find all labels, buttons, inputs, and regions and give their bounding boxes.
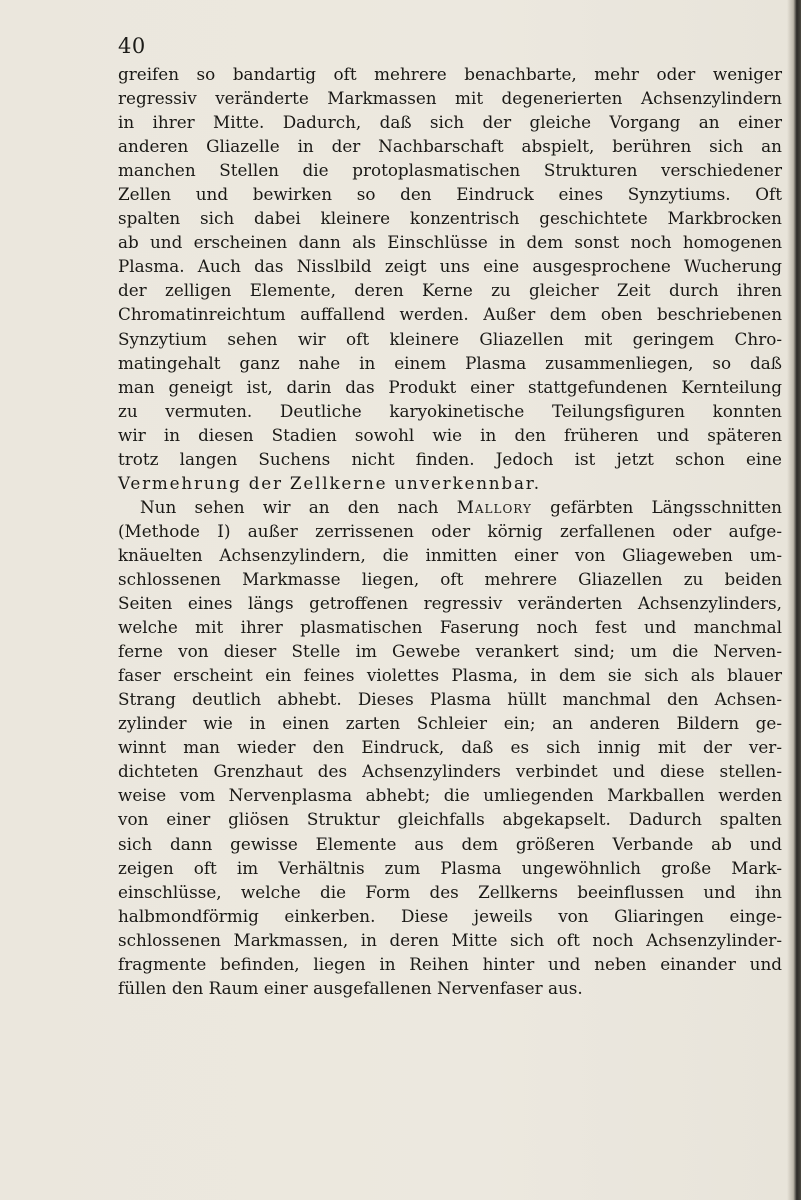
text-line: trotz langen Suchens nicht finden. Jedoch ist jetzt schon eine — [118, 448, 782, 469]
text-line: regressiv veränderte Markmassen mit degenerierten Achsenzylindern — [118, 88, 782, 109]
page-number: 40 — [118, 34, 146, 58]
text-line: welche mit ihrer plasmatischen Faserung noch fest und manchmal — [118, 617, 782, 638]
text-line: sich dann gewisse Elemente aus dem größeren Verbande ab und — [118, 833, 782, 854]
text-line: ab und erscheinen dann als Einschlüsse in dem sonst noch homogenen — [118, 232, 782, 253]
text-line-emphasized: Vermehrung der Zellkerne unverkennbar. — [118, 472, 541, 493]
text-line: dichteten Grenzhaut des Achsenzylinders verbindet und diese stellen- — [118, 761, 782, 782]
paragraph-first-line — [118, 495, 782, 519]
text-line: matingehalt ganz nahe in einem Plasma zusammenliegen, so daß — [118, 352, 782, 373]
text-line: Chromatinreichtum auffallend werden. Außer dem oben beschriebenen — [118, 304, 782, 325]
body-text — [118, 62, 782, 1000]
text-line: fragmente befinden, liegen in Reihen hinter und neben einander und — [118, 953, 782, 974]
text-line: winnt man wieder den Eindruck, daß es sich innig mit der ver- — [118, 737, 782, 758]
text-line: zylinder wie in einen zarten Schleier ein; an anderen Bildern ge- — [118, 713, 782, 734]
author-name: Mallory — [456, 496, 532, 517]
text-line: anderen Gliazelle in der Nachbarschaft abspielt, berühren sich an — [118, 136, 782, 157]
page-edge-shadow — [787, 0, 801, 1200]
text-line: der zelligen Elemente, deren Kerne zu gleicher Zeit durch ihren — [118, 280, 782, 301]
text-line: schlossenen Markmasse liegen, oft mehrere Gliazellen zu beiden — [118, 568, 782, 589]
text-line: einschlüsse, welche die Form des Zellkerns beeinflussen und ihn — [118, 881, 782, 902]
text-line: schlossenen Markmassen, in deren Mitte sich oft noch Achsenzylinder- — [118, 929, 782, 950]
text-line: Seiten eines längs getroffenen regressiv veränderten Achsenzylinders, — [118, 593, 782, 614]
text-line: wir in diesen Stadien sowohl wie in den früheren und späteren — [118, 424, 782, 445]
text-line: in ihrer Mitte. Dadurch, daß sich der gleiche Vorgang an einer — [118, 112, 782, 133]
text-line: von einer gliösen Struktur gleichfalls abgekapselt. Dadurch spalten — [118, 809, 782, 830]
text-run: Nun sehen wir an den nach — [140, 496, 457, 517]
text-line: Zellen und bewirken so den Eindruck eines Synzytiums. Oft — [118, 184, 782, 205]
text-line: zeigen oft im Verhältnis zum Plasma ungewöhnlich große Mark- — [118, 857, 782, 878]
text-line: (Methode I) außer zerrissenen oder körnig zerfallenen oder aufge- — [118, 520, 782, 541]
text-line-last: füllen den Raum einer ausgefallenen Nervenfaser aus. — [118, 977, 583, 998]
text-line: spalten sich dabei kleinere konzentrisch geschichtete Markbrocken — [118, 208, 782, 229]
text-line: manchen Stellen die protoplasmatischen Strukturen verschiedener — [118, 160, 782, 181]
text-line: zu vermuten. Deutliche karyokinetische Teilungsfiguren konnten — [118, 400, 782, 421]
text-line: knäuelten Achsenzylindern, die inmitten einer von Gliageweben um- — [118, 544, 782, 565]
text-line: man geneigt ist, darin das Produkt einer stattgefundenen Kernteilung — [118, 376, 782, 397]
text-line: ferne von dieser Stelle im Gewebe verankert sind; um die Nerven- — [118, 641, 782, 662]
text-line: weise vom Nervenplasma abhebt; die umliegenden Markballen werden — [118, 785, 782, 806]
text-line: halbmondförmig einkerben. Diese jeweils von Gliaringen einge- — [118, 905, 782, 926]
text-line: Synzytium sehen wir oft kleinere Gliazellen mit geringem Chro- — [118, 328, 782, 349]
text-run: gefärbten Längsschnitten — [531, 496, 782, 517]
text-line: Strang deutlich abhebt. Dieses Plasma hüllt manchmal den Achsen- — [118, 689, 782, 710]
text-line: Plasma. Auch das Nisslbild zeigt uns eine ausgesprochene Wucherung — [118, 256, 782, 277]
text-line: greifen so bandartig oft mehrere benachbarte, mehr oder weniger — [118, 64, 782, 84]
text-line: faser erscheint ein feines violettes Plasma, in dem sie sich als blauer — [118, 665, 782, 686]
